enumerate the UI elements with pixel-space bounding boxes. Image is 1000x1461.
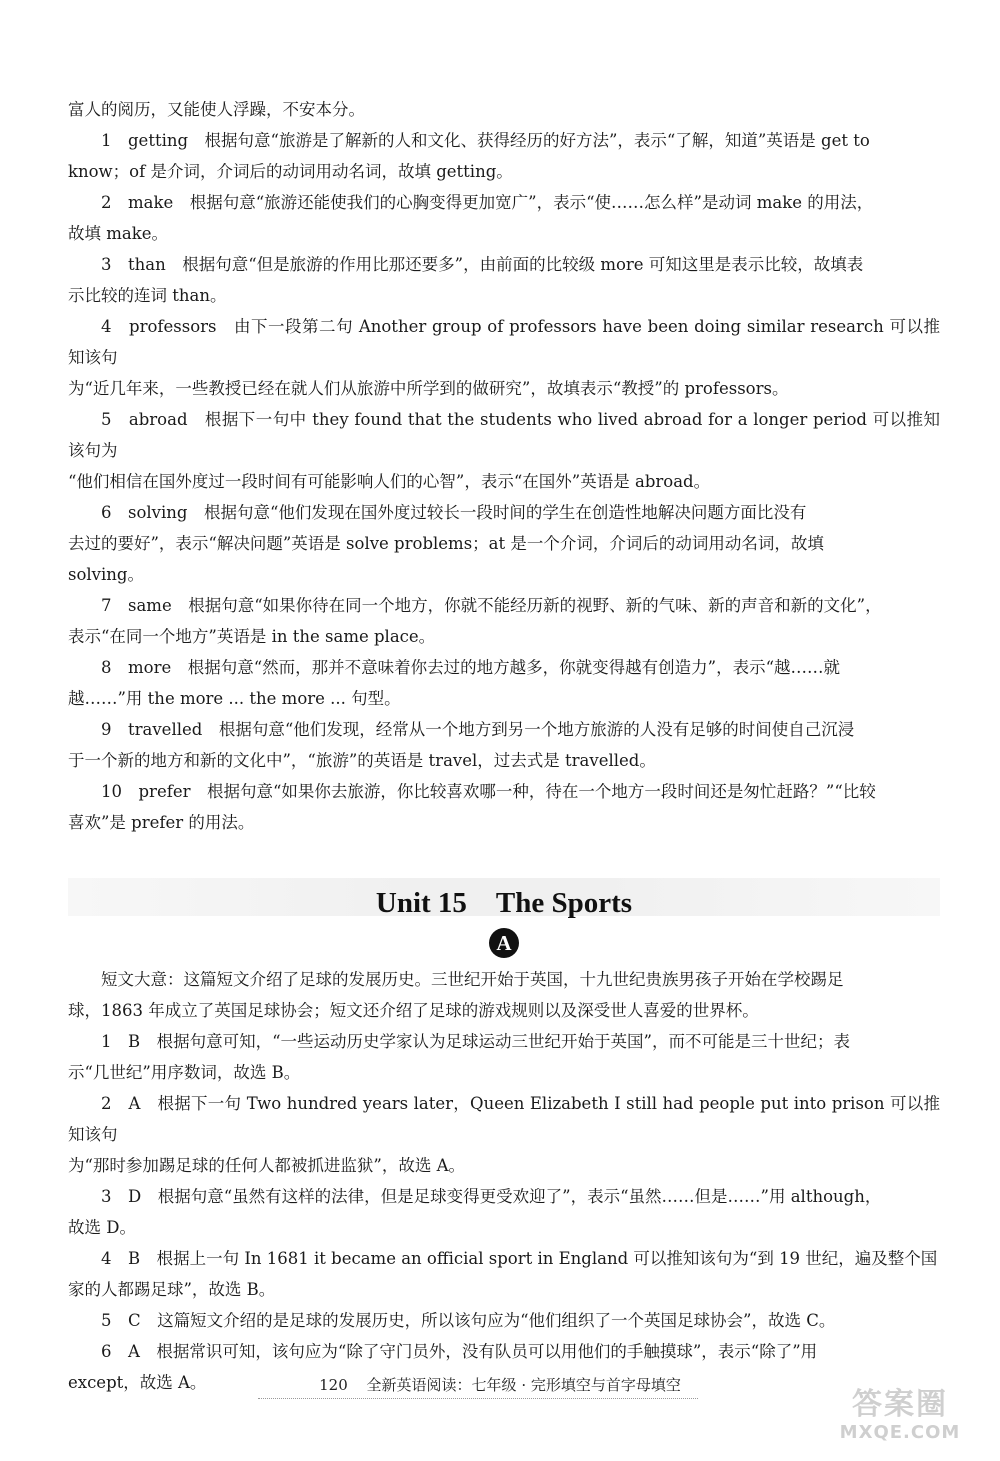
- page-content: [68, 94, 940, 1398]
- paragraph-line: 示比较的连词 than。: [68, 286, 227, 305]
- footer-rule: [258, 1398, 698, 1399]
- paragraph-line: 喜欢”是 prefer 的用法。: [68, 813, 255, 832]
- paragraph-line: “他们相信在国外度过一段时间有可能影响人们的心智”，表示“在国外”英语是 abroad。: [68, 472, 711, 491]
- answer-item-9: 9 travelled 根据句意“他们发现，经常从一个地方到另一个地方旅游的人没有足够的时间使自己沉浸: [101, 720, 855, 739]
- watermark-logo: [820, 1388, 980, 1448]
- answer-section-a: [68, 964, 940, 1398]
- answer-item-1: 1 B 根据句意可知，“一些运动历史学家认为足球运动三世纪开始于英国”，而不可能是三十世纪；表: [101, 1032, 850, 1051]
- unit-title: Unit 15 The Sports: [375, 887, 633, 919]
- paragraph-line: 球，1863 年成立了英国足球协会；短文还介绍了足球的游戏规则以及深受世人喜爱的世界杯。: [68, 1001, 759, 1020]
- paragraph-line: 表示“在同一个地方”英语是 in the same place。: [68, 627, 436, 646]
- watermark-text: 答案圈: [852, 1387, 948, 1422]
- paragraph-line: 去过的要好”，表示“解决问题”英语是 solve problems；at 是一个介词，介词后的动词用动名词，故填: [68, 534, 824, 553]
- paragraph-line: 越……”用 the more ... the more ... 句型。: [68, 689, 401, 708]
- answer-section-previous: [68, 94, 940, 838]
- answer-item-3: 3 D 根据句意“虽然有这样的法律，但是足球变得更受欢迎了”，表示“虽然……但是……”用 although，: [101, 1187, 882, 1206]
- paragraph-line: 家的人都踢足球”，故选 B。: [68, 1280, 276, 1299]
- answer-item-8: 8 more 根据句意“然而，那并不意味着你去过的地方越多，你就变得越有创造力”，表示“越……就: [101, 658, 841, 677]
- paragraph-line: 故填 make。: [68, 224, 168, 243]
- answer-item-10: 10 prefer 根据句意“如果你去旅游，你比较喜欢哪一种，待在一个地方一段时间还是匆忙赶路？”“比较: [101, 782, 876, 801]
- book-title: 全新英语阅读：七年级 · 完形填空与首字母填空: [366, 1376, 681, 1394]
- paragraph-line: except，故选 A。: [68, 1373, 207, 1392]
- watermark-url: MXQE.COM: [839, 1422, 961, 1443]
- summary-line: 短文大意：这篇短文介绍了足球的发展历史。三世纪开始于英国，十九世纪贵族男孩子开始在学校踢足: [101, 970, 844, 989]
- paragraph-line: 示“几世纪”用序数词，故选 B。: [68, 1063, 301, 1082]
- answer-item-1: 1 getting 根据句意“旅游是了解新的人和文化、获得经历的好方法”，表示“了解，知道”英语是 get to: [101, 131, 870, 150]
- section-badge-row: [68, 928, 940, 964]
- answer-item-3: 3 than 根据句意“但是旅游的作用比那还要多”，由前面的比较级 more 可知这里是表示比较，故填表: [101, 255, 864, 274]
- answer-item-5: 5 abroad 根据下一句中 they found that the students who lived abroad for a longer period 可以推知该句为: [68, 410, 940, 460]
- paragraph-line: 为“那时参加踢足球的任何人都被抓进监狱”，故选 A。: [68, 1156, 466, 1175]
- answer-item-2: 2 A 根据下一句 Two hundred years later，Queen Elizabeth I still had people put into prison 可以推知该句: [68, 1094, 940, 1144]
- page-number: 120: [319, 1376, 348, 1394]
- unit-heading: [68, 856, 940, 926]
- paragraph-line: 故选 D。: [68, 1218, 136, 1237]
- paragraph-line: solving。: [68, 565, 144, 584]
- answer-item-6: 6 solving 根据句意“他们发现在国外度过较长一段时间的学生在创造性地解决问题方面比没有: [101, 503, 807, 522]
- answer-item-2: 2 make 根据句意“旅游还能使我们的心胸变得更加宽广”，表示“使……怎么样”是动词 make 的用法，: [101, 193, 874, 212]
- paragraph-line: 为“近几年来，一些教授已经在就人们从旅游中所学到的做研究”，故填表示“教授”的 professors。: [68, 379, 789, 398]
- answer-item-5: 5 C 这篇短文介绍的是足球的发展历史，所以该句应为“他们组织了一个英国足球协会”，故选 C。: [101, 1311, 836, 1330]
- section-badge-icon: A: [489, 928, 519, 958]
- answer-item-4: 4 professors 由下一段第二句 Another group of professors have been doing similar research 可以推知该句: [68, 317, 940, 367]
- answer-item-7: 7 same 根据句意“如果你待在同一个地方，你就不能经历新的视野、新的气味、新的声音和新的文化”，: [101, 596, 882, 615]
- answer-item-6: 6 A 根据常识可知，该句应为“除了守门员外，没有队员可以用他们的手触摸球”，表示“除了”用: [101, 1342, 818, 1361]
- paragraph-line: 于一个新的地方和新的文化中”，“旅游”的英语是 travel，过去式是 travelled。: [68, 751, 656, 770]
- paragraph-line: know；of 是介词，介词后的动词用动名词，故填 getting。: [68, 162, 513, 181]
- answer-item-4: 4 B 根据上一句 In 1681 it became an official sport in England 可以推知该句为“到 19 世纪，遍及整个国: [101, 1249, 938, 1268]
- paragraph-line: 富人的阅历，又能使人浮躁，不安本分。: [68, 100, 365, 119]
